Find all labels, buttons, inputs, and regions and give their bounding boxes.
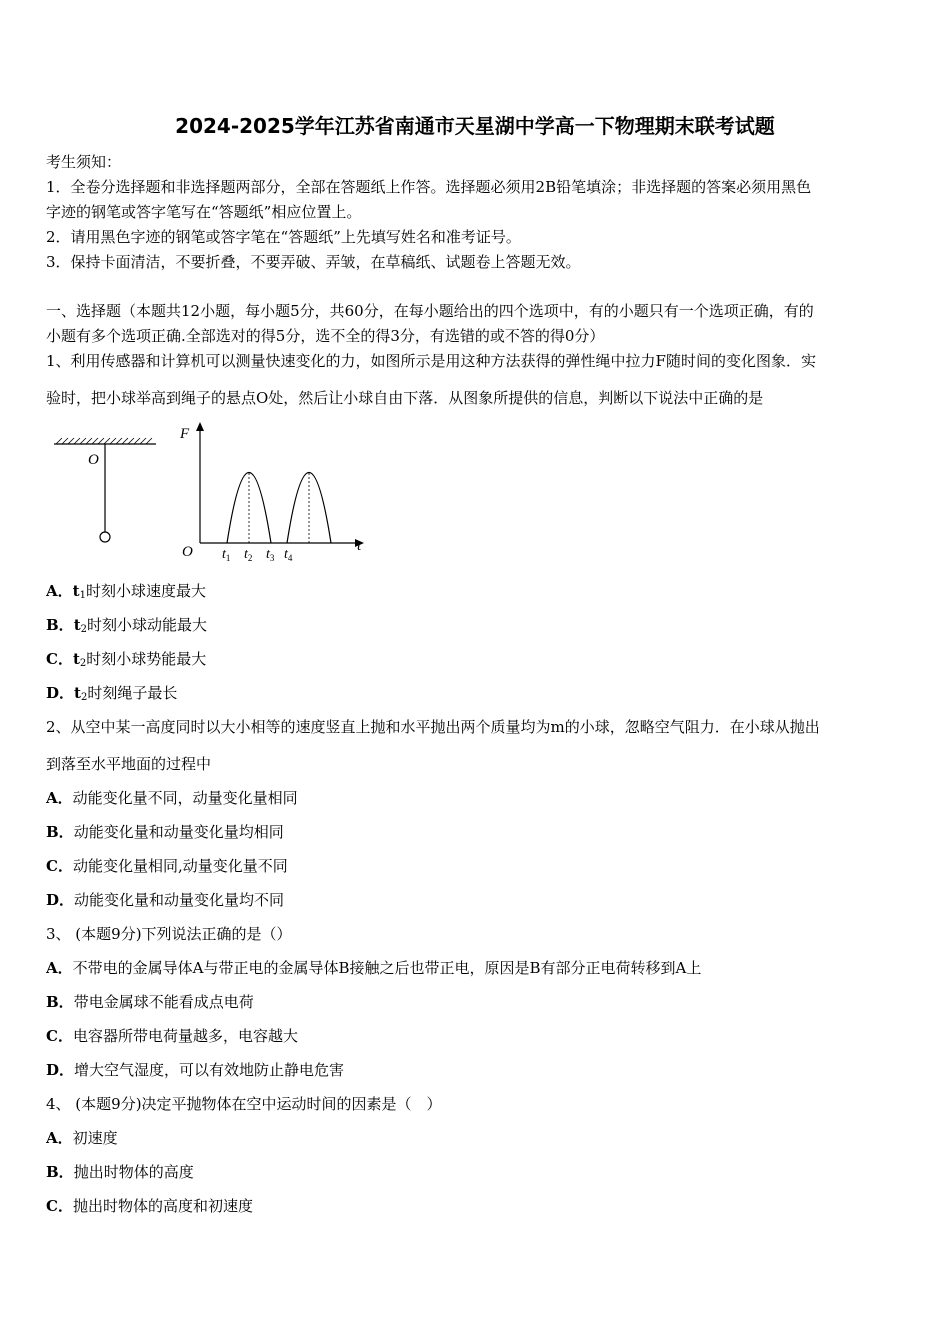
- tick-t2: $t_2$: [244, 547, 253, 563]
- q3-option-a[interactable]: A．不带电的金属导体A与带正电的金属导体B接触之后也带正电，原因是B有部分正电荷转移到A上: [46, 959, 702, 977]
- y-axis-label: F: [180, 426, 190, 442]
- pivot-label: O: [88, 452, 99, 468]
- q2-option-c[interactable]: C．动能变化量相同,动量变化量不同: [46, 857, 288, 875]
- section-heading-line1: 一、选择题（本题共12小题，每小题5分，共60分，在每小题给出的四个选项中，有的小题只有一个选项正确，有的: [46, 302, 814, 320]
- q4-stem: 4、 (本题9分)决定平抛物体在空中运动时间的因素是（ ）: [46, 1095, 442, 1113]
- force-hump-1: [227, 473, 271, 544]
- q4-option-b[interactable]: B．抛出时物体的高度: [46, 1163, 194, 1181]
- ball: [100, 532, 110, 542]
- q2-option-a[interactable]: A．动能变化量不同，动量变化量相同: [46, 789, 298, 807]
- q3-option-b[interactable]: B．带电金属球不能看成点电荷: [46, 993, 254, 1011]
- notice-item-3: 3．保持卡面清洁，不要折叠，不要弄破、弄皱，在草稿纸、试题卷上答题无效。: [46, 253, 581, 271]
- force-hump-2: [287, 473, 331, 544]
- tick-t3: $t_3$: [266, 547, 275, 563]
- q3-option-c[interactable]: C．电容器所带电荷量越多，电容越大: [46, 1027, 298, 1045]
- q2-stem-line1: 2、从空中某一高度同时以大小相等的速度竖直上抛和水平抛出两个质量均为m的小球，忽略空气阻力．在小球从抛出: [46, 718, 820, 736]
- tick-t4: $t_4$: [284, 547, 293, 563]
- q1-option-b[interactable]: B．$t_2$时刻小球动能最大: [46, 616, 208, 635]
- q2-stem-line2: 到落至水平地面的过程中: [46, 755, 212, 773]
- y-axis-arrow: [196, 422, 204, 431]
- tick-t1: $t_1$: [222, 547, 231, 563]
- page-title: 2024-2025学年江苏省南通市天星湖中学高一下物理期末联考试题: [175, 114, 775, 138]
- pendulum-force-graph: [46, 418, 376, 564]
- x-axis-label: t: [357, 538, 362, 554]
- notice-heading: 考生须知：: [46, 153, 122, 171]
- section-heading-line2: 小题有多个选项正确.全部选对的得5分，选不全的得3分，有选错的或不答的得0分）: [46, 327, 605, 345]
- q3-option-d[interactable]: D．增大空气湿度，可以有效地防止静电危害: [46, 1061, 345, 1079]
- q4-option-a[interactable]: A．初速度: [46, 1129, 118, 1147]
- q1-option-a[interactable]: A．$t_1$时刻小球速度最大: [46, 582, 206, 601]
- q4-option-c[interactable]: C．抛出时物体的高度和初速度: [46, 1197, 253, 1215]
- notice-item-1-cont: 字迹的钢笔或答字笔写在“答题纸”相应位置上。: [46, 203, 362, 221]
- q1-option-c[interactable]: C．$t_2$时刻小球势能最大: [46, 650, 207, 669]
- ceiling-hatching: [56, 438, 152, 444]
- notice-item-2: 2．请用黑色字迹的钢笔或答字笔在“答题纸”上先填写姓名和准考证号。: [46, 228, 521, 246]
- q1-stem-line2: 验时，把小球举高到绳子的悬点O处，然后让小球自由下落．从图象所提供的信息，判断以下说法中正确的是: [46, 389, 764, 407]
- q2-option-d[interactable]: D．动能变化量和动量变化量均不同: [46, 891, 285, 909]
- q1-option-d[interactable]: D．$t_2$时刻绳子最长: [46, 684, 178, 703]
- q1-stem-line1: 1、利用传感器和计算机可以测量快速变化的力，如图所示是用这种方法获得的弹性绳中拉力F随时间的变化图象．实: [46, 352, 816, 370]
- q3-stem: 3、 (本题9分)下列说法正确的是（）: [46, 925, 292, 943]
- q1-figure: [46, 418, 376, 568]
- origin-label: O: [182, 544, 193, 560]
- notice-item-1: 1．全卷分选择题和非选择题两部分，全部在答题纸上作答。选择题必须用2B铅笔填涂；非选择题的答案必须用黑色: [46, 178, 812, 196]
- q2-option-b[interactable]: B．动能变化量和动量变化量均相同: [46, 823, 284, 841]
